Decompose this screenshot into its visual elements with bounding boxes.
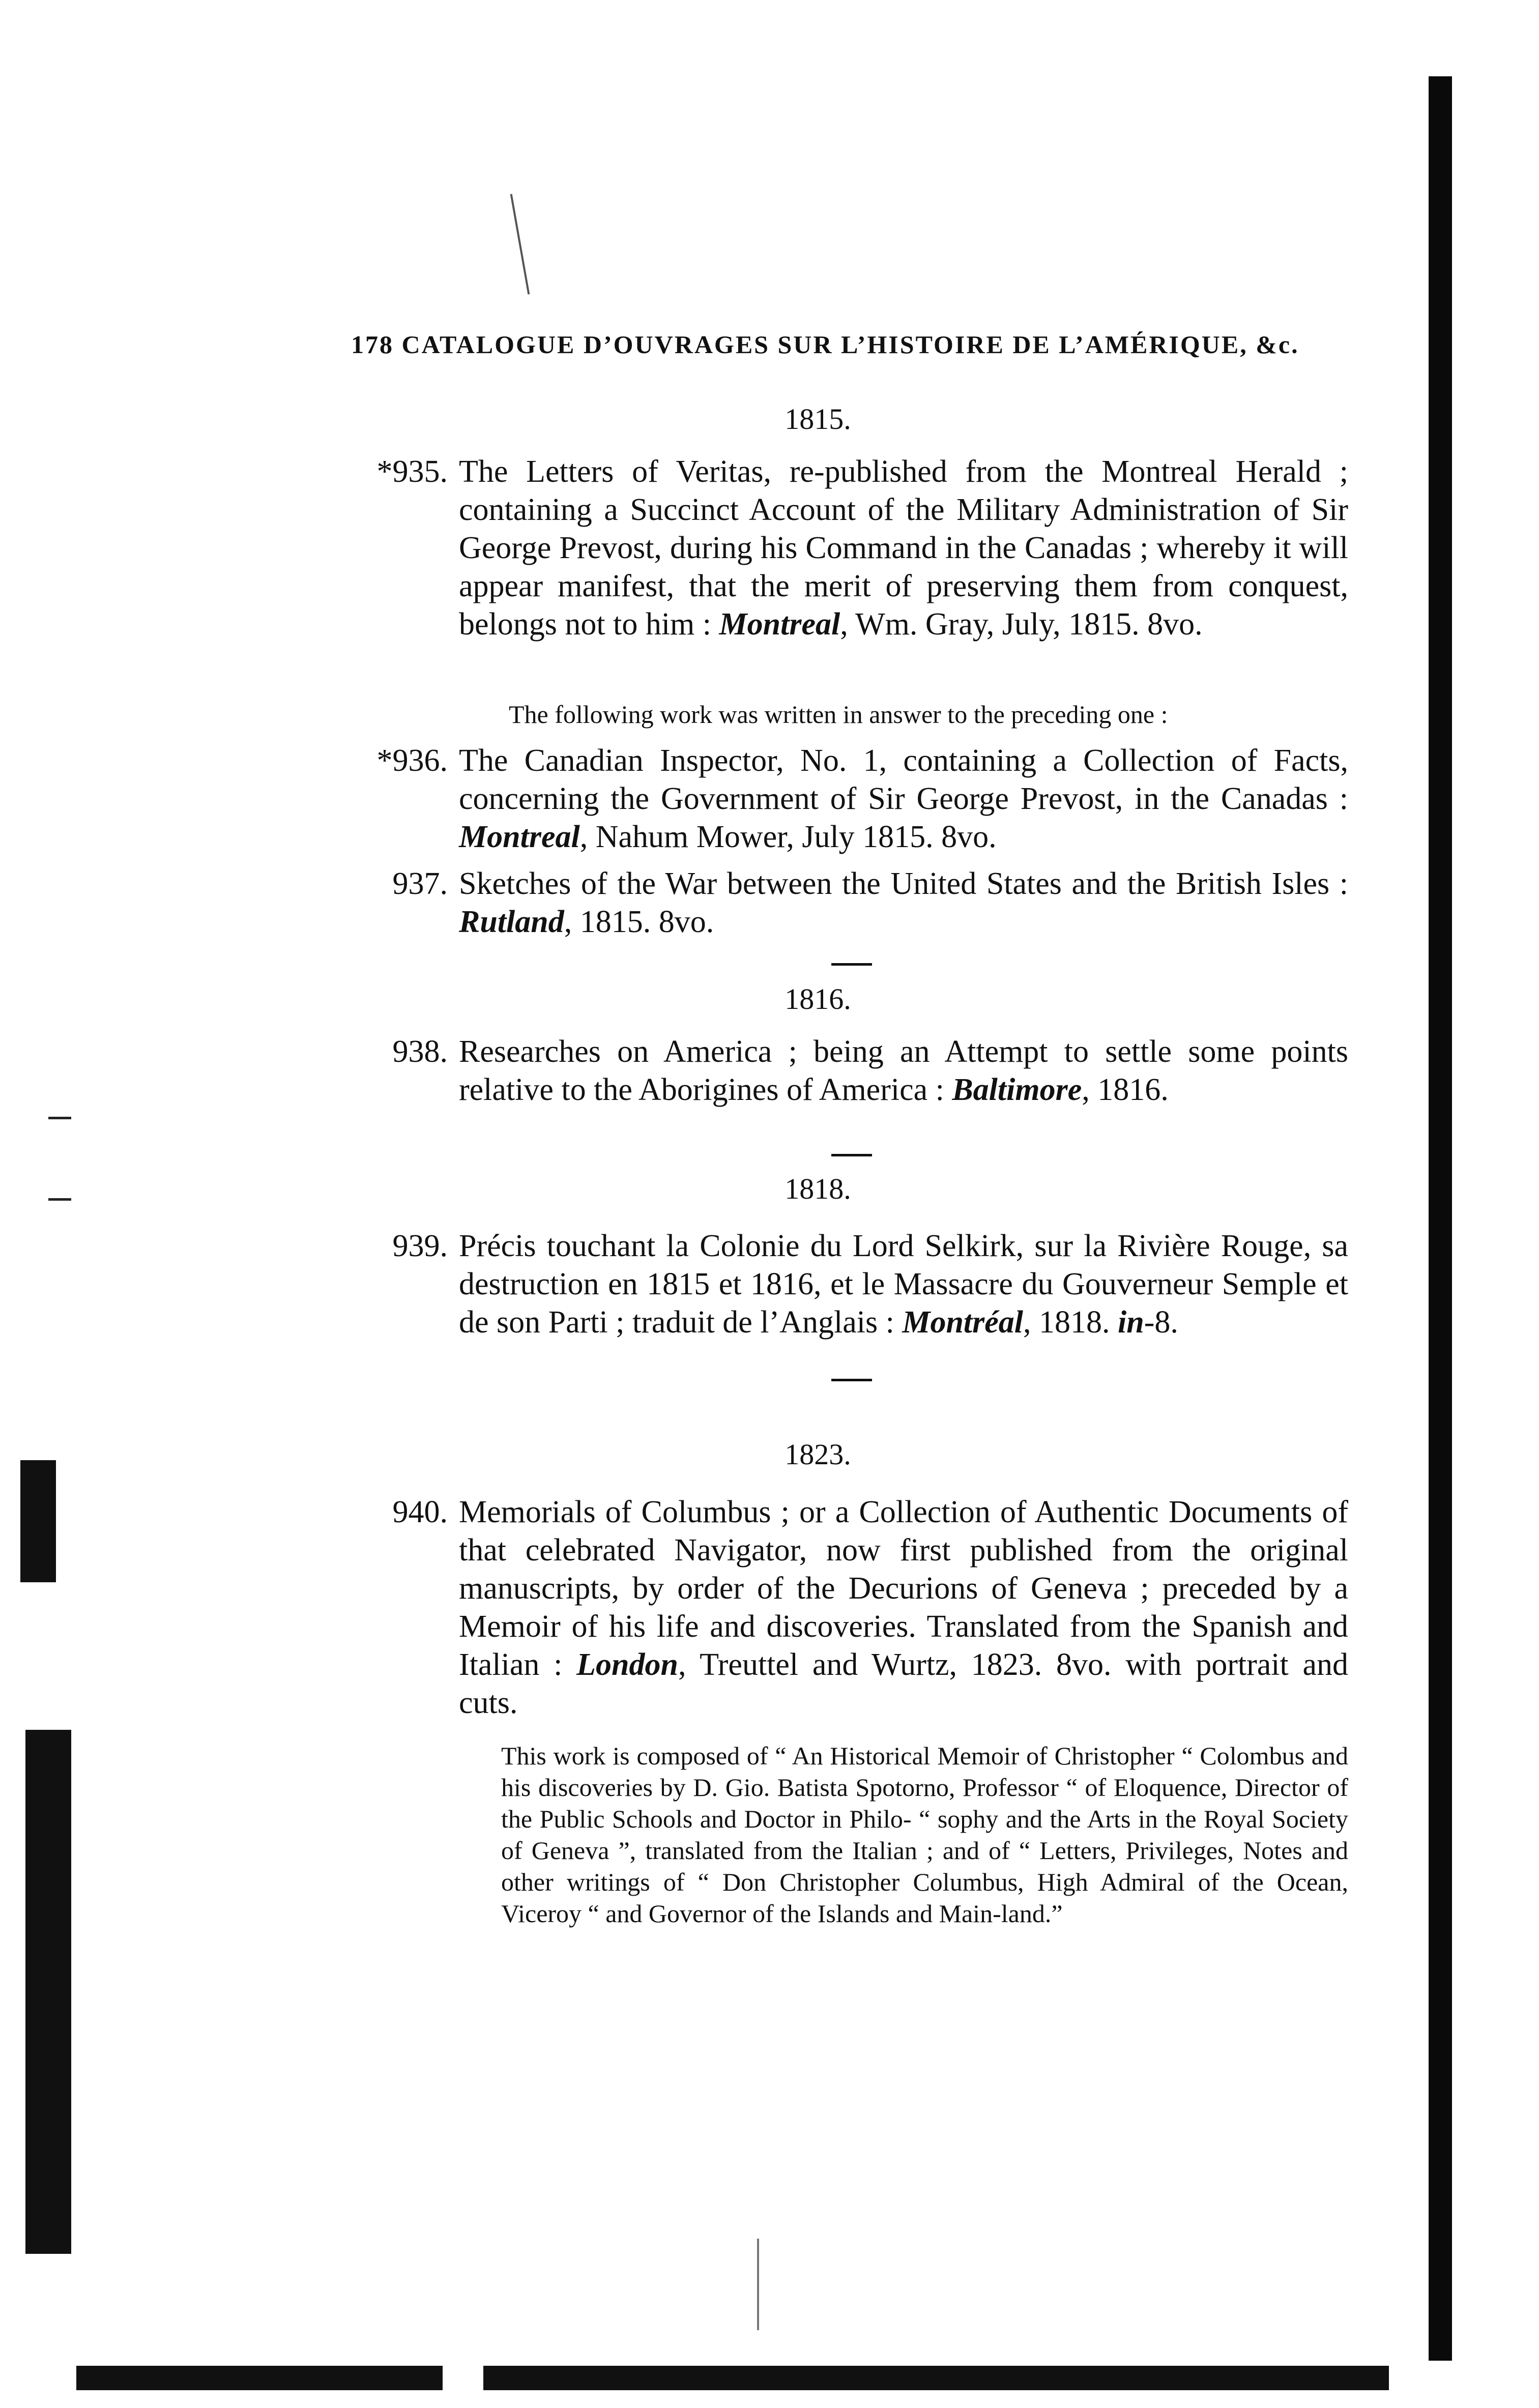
scan-margin-mark [20, 1460, 56, 1582]
scan-fold-mark [510, 194, 530, 295]
entry-number: *936. [376, 743, 448, 778]
entry-number: 940. [392, 1495, 448, 1529]
entry-number: 939. [392, 1229, 448, 1263]
entry-note-940: This work is composed of “ An Historical Memoir of Christopher “ Colombus and his discoveries by D. Gio. Batista Spotorno, Professor “ of Eloquence, Director of the Public Schools and Doctor in Philo- “ sophy and the Arts in the Royal Society of Geneva ”, translated from the Italian ; and of “ Letters, Privileges, Notes and other writings of “ Don Christopher Columbus, High Admiral of the Ocean, Viceroy “ and Governor of the Islands and Main-land.” [501, 1742, 1348, 1928]
entry-text: The Canadian Inspector, No. 1, containing a Collection of Facts, concerning the Government of Sir George Prevost, in the Canadas : Montreal, Nahum Mower, July 1815. 8vo. [459, 743, 1348, 854]
entry-number: *935. [376, 454, 448, 489]
scan-margin-mark [25, 1730, 71, 2254]
year-heading-1816: 1816. [785, 982, 851, 1016]
entry-text: Memorials of Columbus ; or a Collection of Authentic Documents of that celebrated Navigator, now first published from the original manuscripts, by order of the Decurions of Geneva ; preceded by a Memoir of his life and discoveries. Translated from the Spanish and Italian : London, Treuttel and Wurtz, 1823. 8vo. with portrait and cuts. [459, 1495, 1348, 1720]
scan-bottom-strip-right [483, 2366, 1389, 2390]
year-heading-1823: 1823. [785, 1438, 851, 1471]
scan-margin-dash [48, 1117, 71, 1119]
scan-fold-mark [757, 2239, 759, 2330]
catalogue-entry-937 [346, 865, 1348, 941]
entry-text: The Letters of Veritas, re-published from the Montreal Herald ; containing a Succinct Account of the Military Administration of Sir George Prevost, during his Command in the Canadas ; whereby it will appear manifest, that the merit of preserving them from conquest, belongs not to him : Montreal, Wm. Gray, July, 1815. 8vo. [459, 454, 1348, 642]
section-rule [831, 963, 872, 966]
year-heading-1818: 1818. [785, 1172, 851, 1205]
catalogue-entry-940 [346, 1493, 1348, 1722]
scan-bottom-strip-left [76, 2366, 443, 2390]
entry-note-935: The following work was written in answer to the preceding one : [509, 700, 1168, 729]
entry-number: 938. [392, 1034, 448, 1069]
entry-text: Précis touchant la Colonie du Lord Selkirk, sur la Rivière Rouge, sa destruction en 1815 et 1816, et le Massacre du Gouverneur Semple et de son Parti ; traduit de l’Anglais : Montréal, 1818. in-8. [459, 1229, 1348, 1340]
year-heading-1815: 1815. [785, 402, 851, 436]
entry-number: 937. [392, 866, 448, 901]
catalogue-entry-936 [346, 742, 1348, 856]
entry-text: Sketches of the War between the United States and the British Isles : Rutland, 1815. 8vo. [459, 866, 1348, 939]
running-header: 178 CATALOGUE D’OUVRAGES SUR L’HISTOIRE DE L’AMÉRIQUE, &c. [351, 330, 1299, 359]
entry-text: Researches on America ; being an Attempt to settle some points relative to the Aborigines of America : Baltimore, 1816. [459, 1034, 1348, 1107]
section-rule [831, 1379, 872, 1381]
section-rule [831, 1154, 872, 1156]
catalogue-entry-938 [346, 1033, 1348, 1109]
catalogue-entry-939 [346, 1227, 1348, 1342]
catalogue-entry-935 [346, 453, 1348, 644]
